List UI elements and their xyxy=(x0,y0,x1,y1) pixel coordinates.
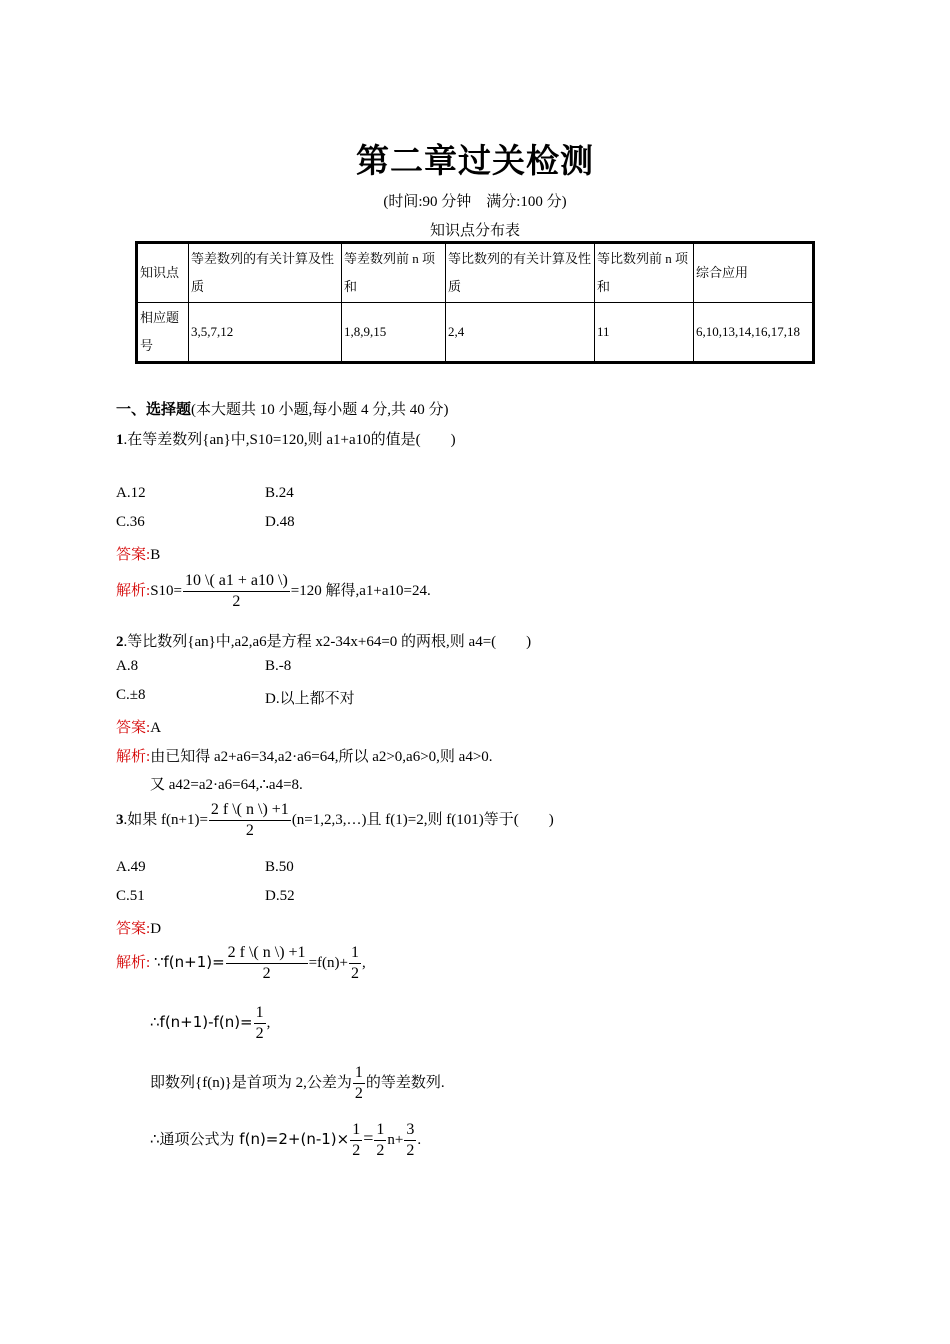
answer-line: 答案:D xyxy=(116,921,162,937)
analysis-line: ∴f(n+1)-f(n)= $\frac{1}{2}$ , xyxy=(150,1004,271,1042)
fraction: $\frac{2 f \backslash( n \backslash) +1}{2}$ xyxy=(210,801,289,839)
section-heading xyxy=(116,398,449,419)
option-a: A.49 xyxy=(116,859,146,875)
table-cell: 1,8,9,15 xyxy=(342,303,446,363)
answer-line: 答案:B xyxy=(116,547,161,563)
fraction: $\frac{10 \backslash( a1 + a10 \backslash)}{2}$ xyxy=(185,572,288,610)
option-a: A.12 xyxy=(116,485,146,501)
knowledge-table xyxy=(135,241,815,364)
option-b: B.24 xyxy=(265,485,294,501)
page-title: 第二章过关检测 xyxy=(356,141,594,180)
option-b: B.50 xyxy=(265,859,294,875)
table-cell: 等比数列前 n 项和 xyxy=(595,243,694,303)
fraction: $\frac{2 f \backslash( n \backslash) +1}{2}$ xyxy=(227,944,306,982)
table-cell: 2,4 xyxy=(446,303,595,363)
section-label: 一、选择题 xyxy=(116,400,192,418)
analysis-line: 即数列{f(n)}是首项为 2,公差为 $\frac{1}{2}$ 的等差数列. xyxy=(150,1064,445,1102)
fraction: $\frac{3}{2}$ xyxy=(406,1121,415,1159)
fraction: $\frac{1}{2}$ xyxy=(354,1064,363,1102)
table-cell: 等差数列前 n 项和 xyxy=(342,243,446,303)
option-b: B.-8 xyxy=(265,658,292,674)
option-d: D.48 xyxy=(265,514,295,530)
answer-line: 答案:A xyxy=(116,720,162,736)
fraction: $\frac{1}{2}$ xyxy=(350,944,359,982)
table-row-header: 相应题号 xyxy=(137,303,189,363)
fraction: $\frac{1}{2}$ xyxy=(255,1004,264,1042)
table-cell: 3,5,7,12 xyxy=(189,303,342,363)
question-1-stem: 1.在等差数列{an}中,S10=120,则 a1+a10的值是( ) xyxy=(116,432,456,448)
analysis-line: 解析:由已知得 a2+a6=34,a2·a6=64,所以 a2>0,a6>0,则 a4>0. xyxy=(116,749,493,765)
option-d: D.52 xyxy=(265,888,295,904)
fraction: $\frac{1}{2}$ xyxy=(352,1121,361,1159)
fraction: $\frac{1}{2}$ xyxy=(376,1121,385,1159)
question-2-stem: 2.等比数列{an}中,a2,a6是方程 x2-34x+64=0 的两根,则 a4=( ) xyxy=(116,634,532,650)
option-c: C.36 xyxy=(116,514,145,530)
analysis-line: 解析:S10= $\frac{10 \backslash( a1 + a10 \backslash)}{2}$ =120 解得,a1+a10=24. xyxy=(116,572,431,610)
analysis-line: ∴通项公式为 f(n)=2+(n-1)× $\frac{1}{2}$ = $\frac{1}{2}$ n+ $\frac{3}{2}$ . xyxy=(150,1121,422,1159)
option-c: C.51 xyxy=(116,888,145,904)
analysis-line: 又 a42=a2·a6=64,∴a4=8. xyxy=(150,777,303,793)
option-d: D.以上都不对 xyxy=(265,691,355,707)
table-cell: 11 xyxy=(595,303,694,363)
table-cell: 6,10,13,14,16,17,18 xyxy=(694,303,814,363)
table-cell: 等比数列的有关计算及性质 xyxy=(446,243,595,303)
table-row-header: 知识点 xyxy=(137,243,189,303)
table-caption: 知识点分布表 xyxy=(429,221,520,239)
section-note: (本大题共 10 小题,每小题 4 分,共 40 分) xyxy=(191,402,449,418)
option-c: C.±8 xyxy=(116,687,146,703)
exam-info: (时间:90 分钟 满分:100 分) xyxy=(383,194,567,210)
table-cell: 等差数列的有关计算及性质 xyxy=(189,243,342,303)
option-a: A.8 xyxy=(116,658,139,674)
question-3-stem: 3.如果 f(n+1)= $\frac{2 f \backslash( n \backslash) +1}{2}$ (n=1,2,3,…)且 f(1)=2,则 f(101)等于( ) xyxy=(116,801,554,839)
analysis-line: 解析: ∵f(n+1)= $\frac{2 f \backslash( n \backslash) +1}{2}$ =f(n)+ $\frac{1}{2}$ , xyxy=(116,944,366,982)
table-cell: 综合应用 xyxy=(694,243,814,303)
